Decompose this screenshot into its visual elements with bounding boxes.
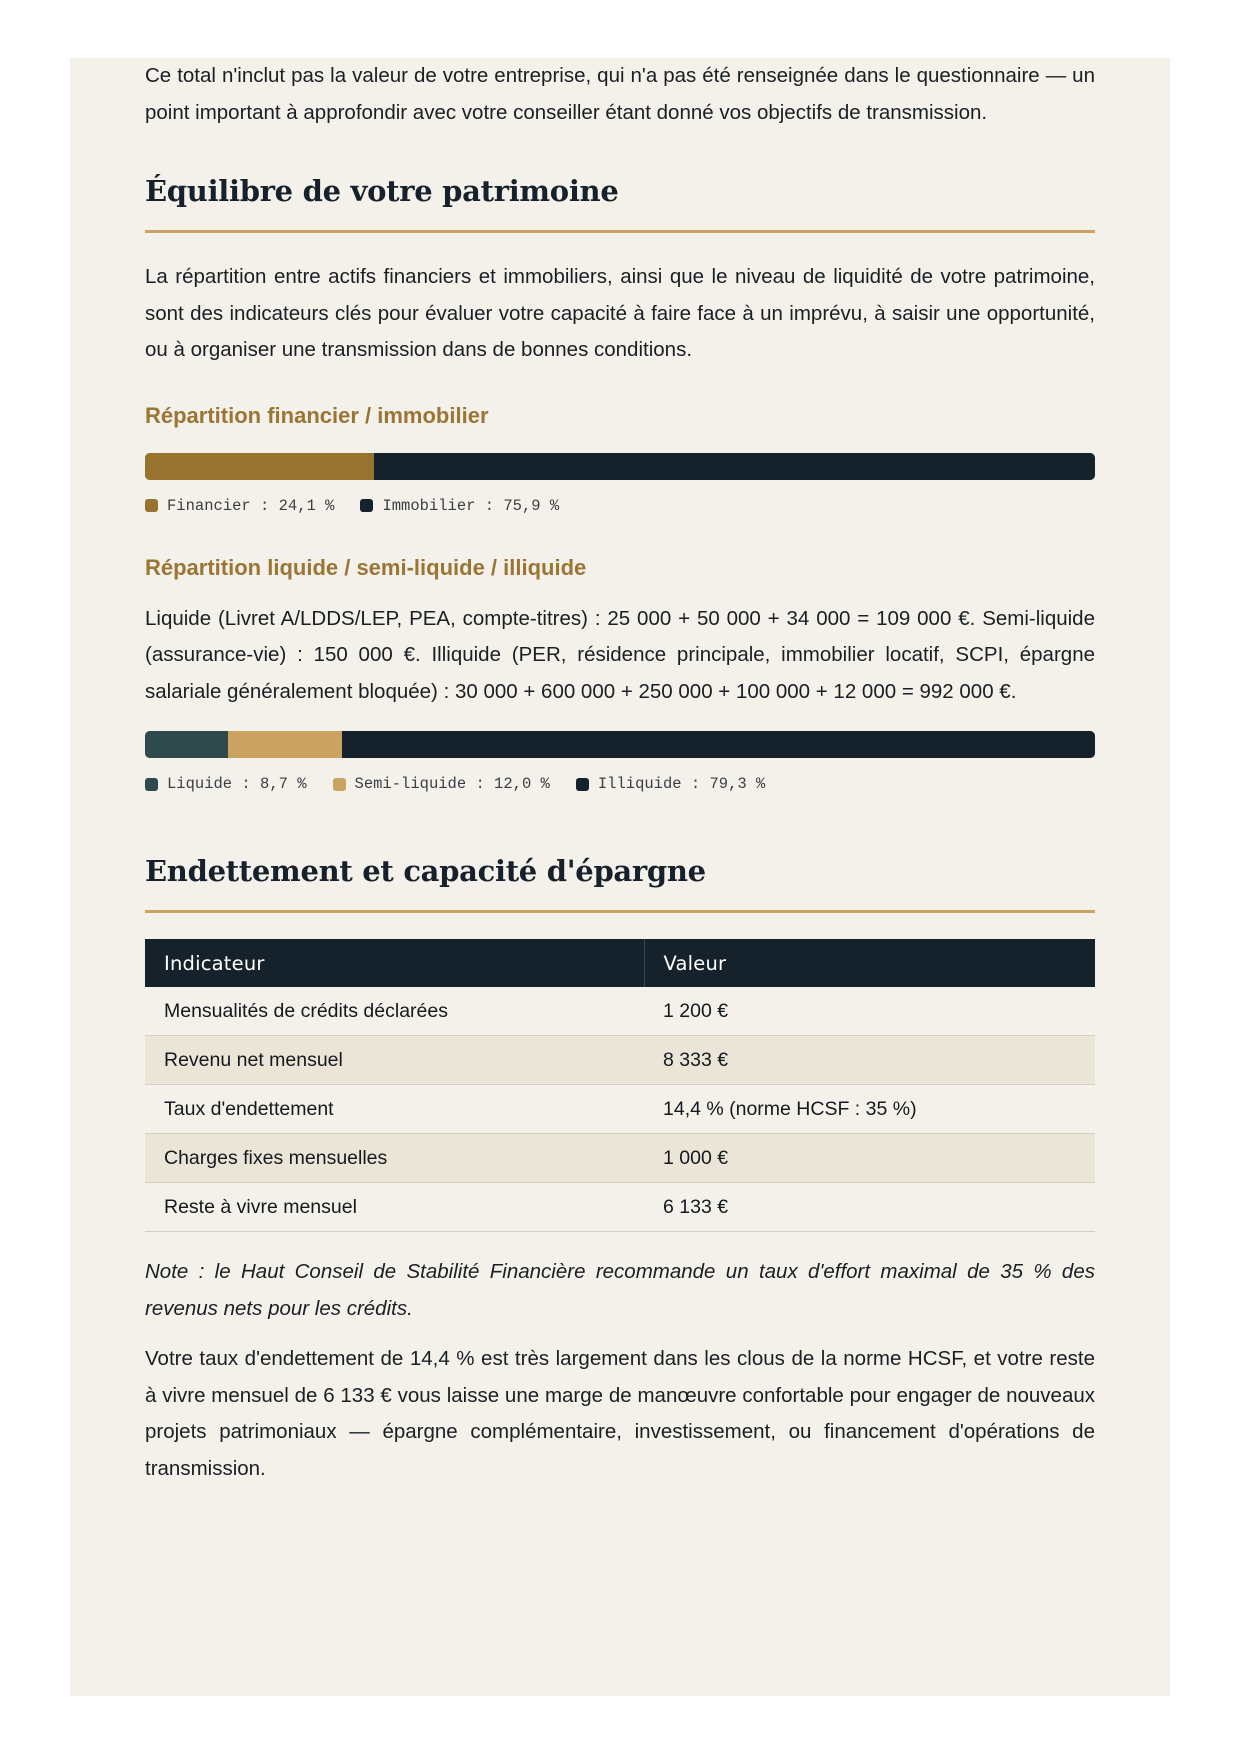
table-row xyxy=(145,1036,1095,1085)
legend-swatch-liquide xyxy=(145,778,158,791)
illiquide-segment xyxy=(342,731,1095,758)
table-cell-indicateur: Revenu net mensuel xyxy=(145,1036,644,1085)
liquide-segment xyxy=(145,731,228,758)
section-title-equilibre: Équilibre de votre patrimoine xyxy=(145,174,1095,233)
table-cell-indicateur: Reste à vivre mensuel xyxy=(145,1183,644,1232)
table-header-valeur: Valeur xyxy=(644,939,1095,987)
legend-label-semi-liquide: Semi-liquide : 12,0 % xyxy=(354,775,550,793)
report-page xyxy=(70,58,1170,1696)
subtitle-liquidite: Répartition liquide / semi-liquide / illiquide xyxy=(145,554,587,580)
financier-immobilier-bar xyxy=(145,453,1095,480)
legend-swatch-immobilier xyxy=(360,499,373,512)
legend-label-liquide: Liquide : 8,7 % xyxy=(167,775,307,793)
financier-immobilier-legend xyxy=(145,497,1095,515)
table-cell-valeur: 14,4 % (norme HCSF : 35 %) xyxy=(644,1085,1095,1134)
table-header-indicateur: Indicateur xyxy=(145,939,644,987)
liquidite-bar xyxy=(145,731,1095,758)
table-cell-valeur: 1 000 € xyxy=(644,1134,1095,1183)
legend-swatch-financier xyxy=(145,499,158,512)
immobilier-segment xyxy=(374,453,1095,480)
financier-segment xyxy=(145,453,374,480)
table-cell-valeur: 6 133 € xyxy=(644,1183,1095,1232)
table-row xyxy=(145,1085,1095,1134)
liquidite-legend xyxy=(145,775,1095,793)
subtitle-financier-immobilier: Répartition financier / immobilier xyxy=(145,402,489,428)
section-title-endettement: Endettement et capacité d'épargne xyxy=(145,854,1095,913)
legend-item-semi-liquide xyxy=(333,775,550,793)
table-row xyxy=(145,1134,1095,1183)
legend-swatch-semi-liquide xyxy=(333,778,346,791)
hcsf-note: Note : le Haut Conseil de Stabilité Financière recommande un taux d'effort maximal de 35 % des revenus nets pour les crédits. xyxy=(145,1260,1095,1320)
table-cell-valeur: 1 200 € xyxy=(644,987,1095,1036)
table-cell-indicateur: Mensualités de crédits déclarées xyxy=(145,987,644,1036)
legend-label-immobilier: Immobilier : 75,9 % xyxy=(382,496,560,515)
table-row xyxy=(145,1183,1095,1232)
conclusion-paragraph: Votre taux d'endettement de 14,4 % est très largement dans les clous de la norme HCSF, et votre reste à vivre mensuel de 6 133 € vous laisse une marge de manœuvre confortable pour engager de nouveaux projets patrimoniaux — épargne complémentaire, investissement, ou financement d'opérations de transmission. xyxy=(145,1347,1095,1480)
legend-item-immobilier xyxy=(360,497,559,515)
table-header-row xyxy=(145,939,1095,987)
table-cell-indicateur: Taux d'endettement xyxy=(145,1085,644,1134)
legend-swatch-illiquide xyxy=(576,778,589,791)
legend-item-financier xyxy=(145,497,334,515)
liquidite-paragraph: Liquide (Livret A/LDDS/LEP, PEA, compte-titres) : 25 000 + 50 000 + 34 000 = 109 000 €. Semi-liquide (assurance-vie) : 150 000 €. Illiquide (PER, résidence principale, immobilier locatif, SCPI, épargne salariale généralement bloquée) : 30 000 + 600 000 + 250 000 + 100 000 + 12 000 = 992 000 €. xyxy=(145,606,1095,703)
table-row xyxy=(145,987,1095,1036)
semi-liquide-segment xyxy=(228,731,342,758)
endettement-table xyxy=(145,939,1095,1232)
intro-paragraph: Ce total n'inclut pas la valeur de votre entreprise, qui n'a pas été renseignée dans le questionnaire — un point important à approfondir avec votre conseiller étant donné vos objectifs de transmission. xyxy=(145,64,1095,124)
table-cell-indicateur: Charges fixes mensuelles xyxy=(145,1134,644,1183)
legend-item-illiquide xyxy=(576,775,765,793)
legend-label-financier: Financier : 24,1 % xyxy=(167,496,335,515)
equilibre-paragraph: La répartition entre actifs financiers et immobiliers, ainsi que le niveau de liquidité de votre patrimoine, sont des indicateurs clés pour évaluer votre capacité à faire face à un imprévu, à saisir une opportunité, ou à organiser une transmission dans de bonnes conditions. xyxy=(145,265,1095,361)
legend-item-liquide xyxy=(145,775,307,793)
table-cell-valeur: 8 333 € xyxy=(644,1036,1095,1085)
page-content xyxy=(145,58,1095,1487)
legend-label-illiquide: Illiquide : 79,3 % xyxy=(597,775,766,793)
